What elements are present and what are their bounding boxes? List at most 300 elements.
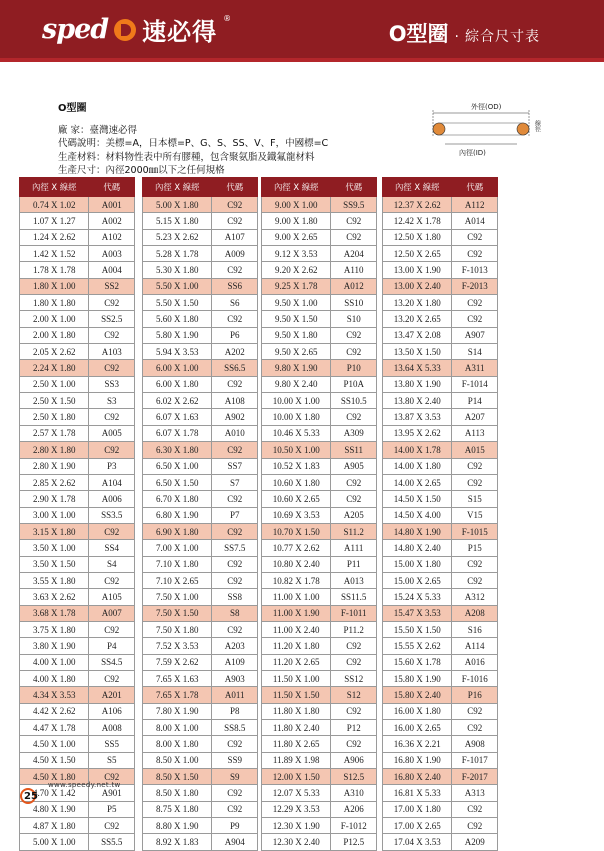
size-cell: 3.00 X 1.00 [20, 507, 89, 523]
code-cell: A111 [331, 540, 377, 556]
table-row [383, 327, 498, 343]
code-cell: SS9.5 [331, 197, 377, 213]
size-cell: 6.00 X 1.00 [143, 360, 212, 376]
code-cell: S7 [212, 474, 258, 490]
table-row [262, 376, 377, 392]
code-cell: A007 [89, 605, 135, 621]
size-cell: 6.50 X 1.50 [143, 474, 212, 490]
code-cell: SS8 [212, 589, 258, 605]
col-header-size: 內徑 X 線經 [383, 178, 452, 197]
size-cell: 9.00 X 1.00 [262, 197, 331, 213]
page-header [0, 0, 604, 62]
table-row [383, 703, 498, 719]
table-row [262, 556, 377, 572]
size-cell: 15.60 X 1.78 [383, 654, 452, 670]
code-cell: C92 [452, 818, 498, 834]
size-cell: 4.50 X 1.80 [20, 769, 89, 785]
size-cell: 10.60 X 2.65 [262, 491, 331, 507]
code-cell: C92 [89, 409, 135, 425]
code-cell: P8 [212, 703, 258, 719]
code-cell: C92 [89, 360, 135, 376]
size-cell: 7.52 X 3.53 [143, 638, 212, 654]
size-cell: 16.80 X 2.40 [383, 769, 452, 785]
size-cell: 5.28 X 1.78 [143, 246, 212, 262]
code-cell: SS2.5 [89, 311, 135, 327]
size-cell: 5.00 X 1.80 [143, 197, 212, 213]
size-cell: 3.50 X 1.00 [20, 540, 89, 556]
size-cell: 10.77 X 2.62 [262, 540, 331, 556]
size-cell: 16.00 X 1.80 [383, 703, 452, 719]
code-cell: A206 [331, 801, 377, 817]
size-cell: 1.78 X 1.78 [20, 262, 89, 278]
code-cell: A005 [89, 425, 135, 441]
size-cell: 4.50 X 1.50 [20, 752, 89, 768]
size-cell: 9.50 X 1.50 [262, 311, 331, 327]
code-cell: C92 [331, 344, 377, 360]
code-cell: P10 [331, 360, 377, 376]
table-row [20, 572, 135, 588]
size-cell: 2.90 X 1.78 [20, 491, 89, 507]
table-row [20, 360, 135, 376]
size-cell: 11.80 X 2.65 [262, 736, 331, 752]
size-cell: 6.90 X 1.80 [143, 523, 212, 539]
code-cell: A012 [331, 278, 377, 294]
code-cell: P16 [452, 687, 498, 703]
size-cell: 13.50 X 1.50 [383, 344, 452, 360]
size-cell: 13.00 X 1.90 [383, 262, 452, 278]
page-number: 25 [24, 791, 38, 802]
table-row [383, 736, 498, 752]
info-code-legend: 代碼說明：美標=A，日本標=P、G、S、SS、V、F，中國標=C [58, 138, 329, 149]
size-cell: 5.50 X 1.00 [143, 278, 212, 294]
code-cell: P6 [212, 327, 258, 343]
code-cell: A204 [331, 246, 377, 262]
code-cell: C92 [212, 197, 258, 213]
table-row [383, 687, 498, 703]
table-row [143, 703, 258, 719]
table-row [143, 638, 258, 654]
title-sub: 綜合尺寸表 [465, 29, 540, 45]
size-cell: 4.42 X 2.62 [20, 703, 89, 719]
size-cell: 10.69 X 3.53 [262, 507, 331, 523]
code-cell: SS3.5 [89, 507, 135, 523]
code-cell: A905 [331, 458, 377, 474]
title-main: O型圈 [388, 22, 449, 46]
size-cell: 3.15 X 1.80 [20, 523, 89, 539]
size-cell: 9.50 X 1.80 [262, 327, 331, 343]
brand-logo [42, 12, 231, 47]
code-cell: SS10.5 [331, 393, 377, 409]
size-table-4 [382, 177, 498, 851]
table-row [383, 425, 498, 441]
table-row [262, 197, 377, 213]
table-row [262, 621, 377, 637]
size-cell: 7.10 X 2.65 [143, 572, 212, 588]
size-cell: 8.50 X 1.50 [143, 769, 212, 785]
code-cell: A008 [89, 720, 135, 736]
code-cell: SS6.5 [212, 360, 258, 376]
code-cell: A103 [89, 344, 135, 360]
size-cell: 9.00 X 2.65 [262, 229, 331, 245]
website-url[interactable]: www.speedy.net.tw [48, 781, 121, 789]
size-cell: 13.20 X 2.65 [383, 311, 452, 327]
table-row [262, 720, 377, 736]
code-cell: C92 [331, 229, 377, 245]
table-row [20, 507, 135, 523]
code-cell: A102 [89, 229, 135, 245]
code-cell: C92 [89, 572, 135, 588]
size-cell: 6.70 X 1.80 [143, 491, 212, 507]
code-cell: C92 [212, 801, 258, 817]
table-row [143, 540, 258, 556]
table-row [143, 197, 258, 213]
size-cell: 2.80 X 1.80 [20, 442, 89, 458]
code-cell: SS10 [331, 295, 377, 311]
code-cell: C92 [89, 295, 135, 311]
size-cell: 11.80 X 1.80 [262, 703, 331, 719]
code-cell: A105 [89, 589, 135, 605]
size-cell: 13.80 X 1.90 [383, 376, 452, 392]
table-row [143, 523, 258, 539]
size-cell: 8.50 X 1.00 [143, 752, 212, 768]
code-cell: C92 [212, 523, 258, 539]
size-cell: 11.00 X 2.40 [262, 621, 331, 637]
size-cell: 15.00 X 1.80 [383, 556, 452, 572]
code-cell: C92 [331, 327, 377, 343]
table-row [262, 687, 377, 703]
code-cell: A309 [331, 425, 377, 441]
table-row [262, 213, 377, 229]
code-cell: P12 [331, 720, 377, 736]
table-row [383, 458, 498, 474]
table-row [143, 344, 258, 360]
size-cell: 2.50 X 1.00 [20, 376, 89, 392]
code-cell: C92 [452, 311, 498, 327]
code-cell: C92 [452, 801, 498, 817]
table-row [262, 295, 377, 311]
code-cell: C92 [331, 409, 377, 425]
brand-mark-icon [114, 19, 136, 41]
size-cell: 7.10 X 1.80 [143, 556, 212, 572]
code-cell: C92 [331, 736, 377, 752]
code-cell: A013 [331, 572, 377, 588]
table-row [262, 327, 377, 343]
code-cell: A016 [452, 654, 498, 670]
table-row [20, 344, 135, 360]
table-row [383, 393, 498, 409]
cs-label: 線徑 [533, 120, 541, 132]
size-cell: 17.00 X 2.65 [383, 818, 452, 834]
table-row [143, 670, 258, 686]
size-cell: 3.55 X 1.80 [20, 572, 89, 588]
size-cell: 14.80 X 2.40 [383, 540, 452, 556]
code-cell: S16 [452, 621, 498, 637]
code-cell: A903 [212, 670, 258, 686]
table-row [143, 295, 258, 311]
table-row [20, 621, 135, 637]
size-cell: 12.30 X 2.40 [262, 834, 331, 850]
size-cell: 9.12 X 3.53 [262, 246, 331, 262]
code-cell: C92 [212, 491, 258, 507]
registered-mark: ® [223, 14, 232, 23]
size-cell: 13.64 X 5.33 [383, 360, 452, 376]
table-row [20, 670, 135, 686]
table-row [143, 458, 258, 474]
size-cell: 13.87 X 3.53 [383, 409, 452, 425]
code-cell: C92 [212, 621, 258, 637]
code-cell: A011 [212, 687, 258, 703]
size-cell: 15.24 X 5.33 [383, 589, 452, 605]
code-cell: A904 [212, 834, 258, 850]
table-row [262, 589, 377, 605]
table-row [20, 687, 135, 703]
o-ring-section-left [433, 123, 445, 135]
table-row [262, 572, 377, 588]
size-cell: 2.50 X 1.80 [20, 409, 89, 425]
code-cell: C92 [331, 474, 377, 490]
size-cell: 9.50 X 1.00 [262, 295, 331, 311]
size-cell: 11.80 X 2.40 [262, 720, 331, 736]
code-cell: A010 [212, 425, 258, 441]
code-cell: F-1011 [331, 605, 377, 621]
size-cell: 5.00 X 1.00 [20, 834, 89, 850]
code-cell: A006 [89, 491, 135, 507]
code-cell: F-1012 [331, 818, 377, 834]
table-row [143, 262, 258, 278]
size-cell: 13.20 X 1.80 [383, 295, 452, 311]
size-cell: 4.00 X 1.80 [20, 670, 89, 686]
table-row [262, 442, 377, 458]
table-row [143, 246, 258, 262]
size-cell: 2.00 X 1.00 [20, 311, 89, 327]
table-row [383, 311, 498, 327]
code-cell: P11.2 [331, 621, 377, 637]
table-row [262, 393, 377, 409]
table-row [143, 507, 258, 523]
size-cell: 11.00 X 1.90 [262, 605, 331, 621]
size-cell: 4.80 X 1.90 [20, 801, 89, 817]
code-cell: SS6 [212, 278, 258, 294]
code-cell: SS11.5 [331, 589, 377, 605]
size-cell: 7.50 X 1.50 [143, 605, 212, 621]
size-cell: 14.00 X 2.65 [383, 474, 452, 490]
table-row [383, 229, 498, 245]
code-cell: A310 [331, 785, 377, 801]
col-header-code: 代碼 [212, 178, 258, 197]
size-cell: 5.15 X 1.80 [143, 213, 212, 229]
code-cell: C92 [452, 458, 498, 474]
table-row [20, 278, 135, 294]
brand-name-cn: 速必得 [142, 17, 218, 46]
size-cell: 2.50 X 1.50 [20, 393, 89, 409]
table-row [383, 589, 498, 605]
size-cell: 6.02 X 2.62 [143, 393, 212, 409]
code-cell: C92 [212, 442, 258, 458]
size-cell: 2.24 X 1.80 [20, 360, 89, 376]
table-row [143, 687, 258, 703]
size-cell: 8.00 X 1.00 [143, 720, 212, 736]
size-cell: 9.25 X 1.78 [262, 278, 331, 294]
size-cell: 3.50 X 1.50 [20, 556, 89, 572]
col-header-code: 代碼 [452, 178, 498, 197]
table-row [262, 425, 377, 441]
od-label: 外徑(OD) [471, 103, 502, 111]
table-row [383, 605, 498, 621]
table-row [383, 360, 498, 376]
size-cell: 11.50 X 1.00 [262, 670, 331, 686]
code-cell: C92 [452, 295, 498, 311]
code-cell: S15 [452, 491, 498, 507]
code-cell: C92 [89, 523, 135, 539]
code-cell: SS5 [89, 736, 135, 752]
table-row [383, 344, 498, 360]
code-cell: SS8.5 [212, 720, 258, 736]
table-row [143, 327, 258, 343]
code-cell: SS2 [89, 278, 135, 294]
size-cell: 16.81 X 5.33 [383, 785, 452, 801]
table-row [143, 360, 258, 376]
table-row [383, 556, 498, 572]
table-row [262, 523, 377, 539]
code-cell: C92 [212, 311, 258, 327]
size-cell: 8.00 X 1.80 [143, 736, 212, 752]
size-cell: 15.47 X 3.53 [383, 605, 452, 621]
table-row [20, 425, 135, 441]
code-cell: F-2017 [452, 769, 498, 785]
code-cell: C92 [89, 670, 135, 686]
code-cell: A109 [212, 654, 258, 670]
table-row [20, 703, 135, 719]
code-cell: S5 [89, 752, 135, 768]
table-row [143, 572, 258, 588]
size-cell: 2.00 X 1.80 [20, 327, 89, 343]
size-cell: 10.82 X 1.78 [262, 572, 331, 588]
size-cell: 8.50 X 1.80 [143, 785, 212, 801]
code-cell: A208 [452, 605, 498, 621]
table-row [20, 556, 135, 572]
code-cell: A107 [212, 229, 258, 245]
code-cell: A015 [452, 442, 498, 458]
size-cell: 8.80 X 1.90 [143, 818, 212, 834]
code-cell: S3 [89, 393, 135, 409]
size-cell: 12.00 X 1.50 [262, 769, 331, 785]
page-footer [0, 776, 604, 825]
table-row [143, 654, 258, 670]
info-materials: 生產材料：材料物性表中所有膠種，包含聚氨脂及鐵氟龍材料 [58, 151, 315, 163]
col-header-size: 內徑 X 線經 [262, 178, 331, 197]
code-cell: A311 [452, 360, 498, 376]
code-cell: A902 [212, 409, 258, 425]
code-cell: C92 [452, 246, 498, 262]
table-row [143, 752, 258, 768]
size-cell: 7.65 X 1.78 [143, 687, 212, 703]
size-cell: 5.80 X 1.90 [143, 327, 212, 343]
code-cell: S6 [212, 295, 258, 311]
table-row [20, 246, 135, 262]
table-row [20, 295, 135, 311]
code-cell: A113 [452, 425, 498, 441]
code-cell: A312 [452, 589, 498, 605]
table-row [20, 327, 135, 343]
size-cell: 7.50 X 1.00 [143, 589, 212, 605]
code-cell: P11 [331, 556, 377, 572]
code-cell: P9 [212, 818, 258, 834]
code-cell: A114 [452, 638, 498, 654]
code-cell: A106 [89, 703, 135, 719]
code-cell: F-1013 [452, 262, 498, 278]
size-cell: 7.50 X 1.80 [143, 621, 212, 637]
code-cell: P14 [452, 393, 498, 409]
table-row [383, 540, 498, 556]
size-cell: 10.52 X 1.83 [262, 458, 331, 474]
table-row [262, 654, 377, 670]
table-row [143, 425, 258, 441]
size-cell: 11.50 X 1.50 [262, 687, 331, 703]
title-separator: · [454, 29, 459, 45]
size-cell: 12.29 X 3.53 [262, 801, 331, 817]
table-row [20, 197, 135, 213]
code-cell: C92 [452, 572, 498, 588]
code-cell: C92 [452, 556, 498, 572]
table-row [262, 670, 377, 686]
table-row [262, 344, 377, 360]
table-row [20, 589, 135, 605]
code-cell: F-1014 [452, 376, 498, 392]
table-row [20, 540, 135, 556]
table-row [262, 834, 377, 850]
size-cell: 6.30 X 1.80 [143, 442, 212, 458]
table-row [262, 638, 377, 654]
code-cell: A201 [89, 687, 135, 703]
table-row [143, 229, 258, 245]
size-cell: 12.30 X 1.90 [262, 818, 331, 834]
code-cell: C92 [212, 736, 258, 752]
id-label: 內徑(ID) [459, 149, 486, 157]
size-cell: 5.94 X 3.53 [143, 344, 212, 360]
table-row [383, 638, 498, 654]
code-cell: S12 [331, 687, 377, 703]
size-cell: 9.50 X 2.65 [262, 344, 331, 360]
code-cell: C92 [212, 213, 258, 229]
size-cell: 7.59 X 2.62 [143, 654, 212, 670]
code-cell: A207 [452, 409, 498, 425]
table-row [20, 736, 135, 752]
code-cell: C92 [212, 572, 258, 588]
size-cell: 9.20 X 2.62 [262, 262, 331, 278]
code-cell: P3 [89, 458, 135, 474]
table-row [143, 605, 258, 621]
size-cell: 16.80 X 1.90 [383, 752, 452, 768]
table-row [262, 278, 377, 294]
table-row [20, 393, 135, 409]
table-row [20, 376, 135, 392]
code-cell: C92 [89, 769, 135, 785]
table-row [262, 491, 377, 507]
table-row [143, 491, 258, 507]
table-row [262, 458, 377, 474]
size-cell: 3.68 X 1.78 [20, 605, 89, 621]
size-cell: 15.80 X 2.40 [383, 687, 452, 703]
size-cell: 7.80 X 1.90 [143, 703, 212, 719]
size-cell: 2.85 X 2.62 [20, 474, 89, 490]
size-cell: 15.80 X 1.90 [383, 670, 452, 686]
size-cell: 10.50 X 1.00 [262, 442, 331, 458]
size-cell: 4.00 X 1.00 [20, 654, 89, 670]
code-cell: A901 [89, 785, 135, 801]
size-cell: 0.74 X 1.02 [20, 197, 89, 213]
code-cell: SS11 [331, 442, 377, 458]
size-cell: 5.30 X 1.80 [143, 262, 212, 278]
